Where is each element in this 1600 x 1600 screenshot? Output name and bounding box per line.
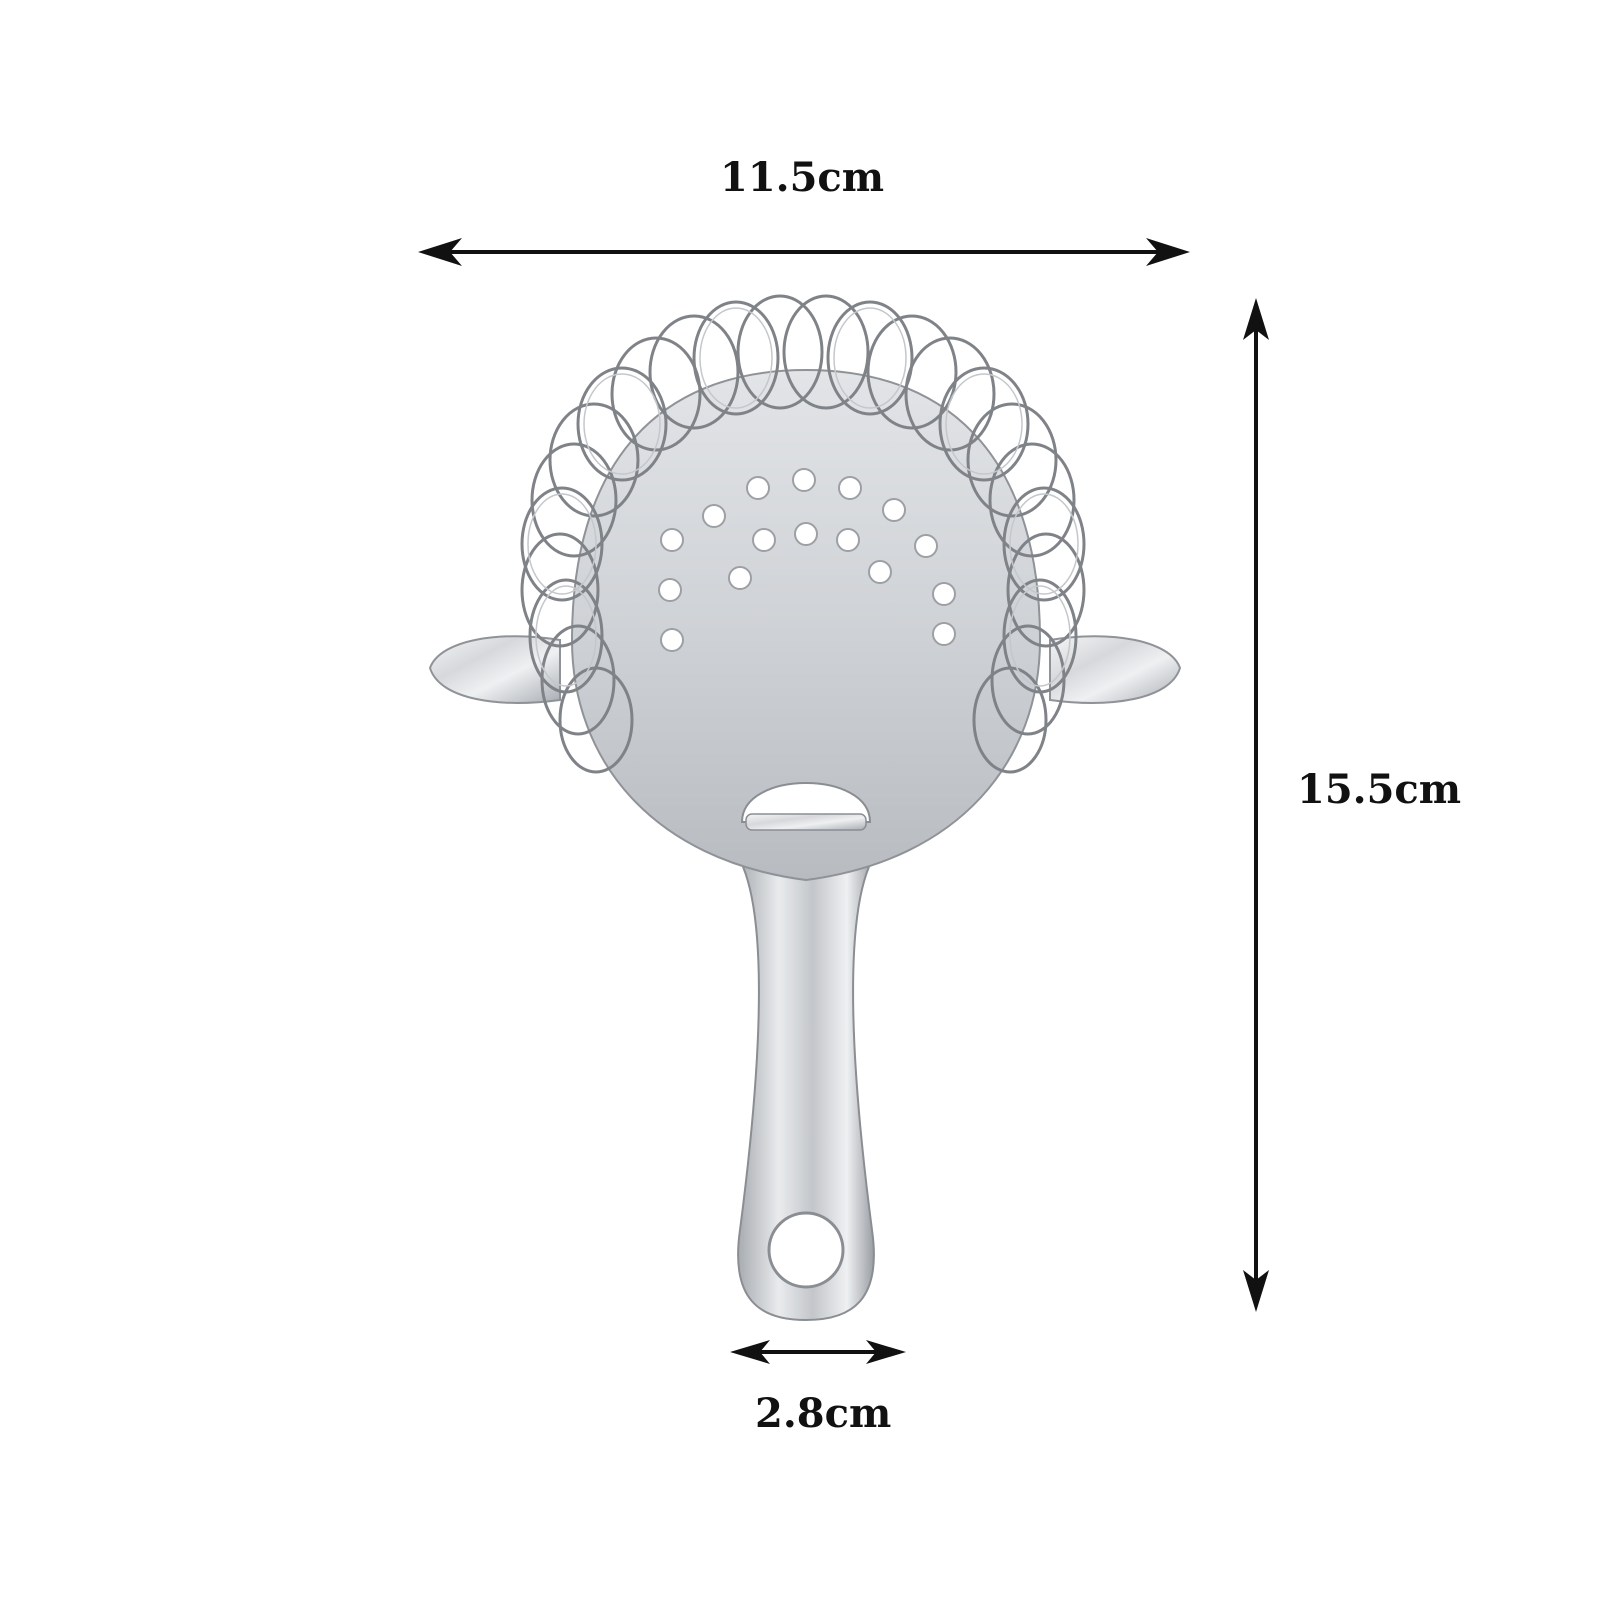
hang-hole: [769, 1213, 843, 1287]
strainer: [430, 296, 1180, 1320]
height-label: 15.5cm: [1297, 766, 1462, 813]
handle-width-label: 2.8cm: [755, 1390, 892, 1437]
width-label: 11.5cm: [720, 154, 885, 201]
left-tab: [430, 636, 560, 703]
handle-width-arrow: [730, 1340, 906, 1364]
width-arrow: [418, 238, 1190, 266]
height-arrow: [1243, 298, 1269, 1312]
